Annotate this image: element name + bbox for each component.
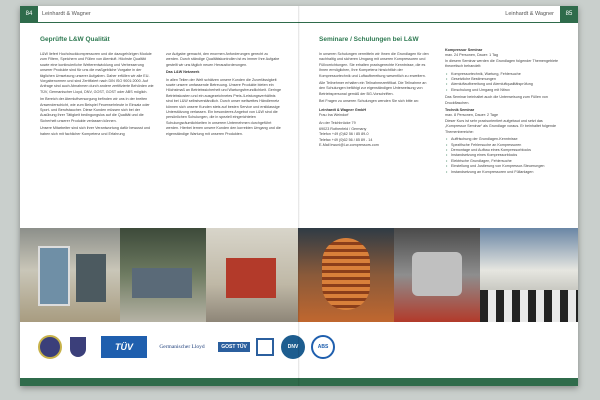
brochure-spread bbox=[20, 6, 578, 386]
paragraph: Bei Fragen zu unseren Schulungen wenden Sie sich bitte an: bbox=[319, 99, 419, 104]
paragraph: L&W liefert Hochdruckkompressoren und die dazugehörigen Module zum Filtern, Speichern und Füllen von Atemluft. Höchste Qualität sowie eine kontinuierliche Weiterentwicklung und Verbesserung unserer Produkte sind für uns die maßgebliche Vorgabe in der täglichen Umsetzung unserer Aufgaben. Daher erfüllen wir alle EU-Vorgabenormen und sind Zertifiziert nach DIN ISO 9001:2000. Auf Anfrage sind auch Abnahmen durch andere zertifizierte Behörden wie TÜV, Germanischer Lloyd, DNV, GOST, GOST oder ABS möglich. bbox=[40, 52, 154, 94]
dnv-logo-text: DNV bbox=[281, 335, 305, 359]
left-column-2 bbox=[166, 52, 282, 139]
seminar1-title: Kompressor Seminar bbox=[445, 48, 483, 52]
list-item: • Instandsetzung an Kompressoren und Füllanlagen bbox=[451, 170, 563, 175]
list-item: • Auffrischung der Grundlagen-Kenntnisse bbox=[451, 137, 563, 142]
list-item: • Gesetzliche Bestimmungen bbox=[451, 77, 563, 82]
tuv-logo bbox=[100, 322, 148, 372]
photo-factory bbox=[120, 228, 206, 322]
gost-tuv-logo bbox=[216, 322, 252, 372]
list-item: • Einstellung und Justierung von Kompressor-Steuerungen bbox=[451, 164, 563, 169]
seminar2-title: Technik Seminar bbox=[445, 108, 475, 113]
paragraph: zur Aufgabe gemacht, den enormen Anforderungen gerecht zu werden. Durch ständige Qualitätskontrollen ist es immer Ihre Aufgabe gestellt wir uns täglich neuen Herausforderungen. bbox=[166, 52, 280, 67]
page-number-left: 84 bbox=[20, 6, 38, 23]
contact-email[interactable]: E-Mail lrwuni@l-w-compressors.com bbox=[319, 143, 379, 148]
tuv-logo-text: TÜV bbox=[101, 336, 147, 358]
paragraph: Im Bereich der Atemluftversorgung befinden wir uns in der breiten Anwenderschicht, wie zum Beispiel Feuerwehrleute in Einsatz oder Sport- und Berufstaucher. Diese Kunden müssen sich bei der Ausübung ihrer Tätigkeit bedingungslos auf die Qualität und die Sicherheit unserer Produkte verlassen können. bbox=[40, 97, 150, 123]
header-rule-left bbox=[20, 22, 299, 23]
left-header bbox=[20, 6, 299, 23]
seminar2-meta: max. 8 Personen, Dauer: 2 Tage bbox=[445, 113, 499, 118]
gl-logo-text: Germanischer Lloyd bbox=[159, 344, 205, 350]
left-column-1 bbox=[40, 52, 156, 139]
photo-office bbox=[20, 228, 120, 322]
list-item: • Atemluftaufbereitung und Atemluftqualitätsprüfung bbox=[451, 82, 563, 87]
left-heading: Geprüfte L&W Qualität bbox=[40, 36, 110, 43]
right-column-1 bbox=[319, 52, 433, 149]
list-item: • Instandsetzung eines Kompressorblocks bbox=[451, 153, 563, 158]
list-item: • Einschulung und Umgang mit Nitrox bbox=[451, 88, 563, 93]
page-number-right: 85 bbox=[560, 6, 578, 23]
subheading-network: Das L&W Netzwerk bbox=[166, 70, 200, 75]
list-item: • Kompressortechnik, Wartung, Fehlersuche bbox=[451, 72, 563, 77]
photo-workshop bbox=[206, 228, 298, 322]
contact-person: Frau Ina Weindorf bbox=[319, 113, 349, 118]
germanischer-lloyd-logo bbox=[150, 322, 214, 372]
seminar1-intro: In diesem Seminar werden die Grundlagen folgender Themengebiete theoretisch behandelt: bbox=[445, 58, 559, 69]
page-fold bbox=[298, 6, 300, 386]
photo-seminar-room bbox=[480, 228, 578, 322]
dnv-logo bbox=[278, 322, 308, 372]
right-heading: Seminare / Schulungen bei L&W bbox=[319, 36, 419, 43]
seminar1-meta: max. 24 Personen, Dauer: 1 Tag bbox=[445, 53, 499, 58]
abs-logo-text: ABS bbox=[311, 335, 335, 359]
quality-shield-logo bbox=[66, 322, 90, 372]
seminar1-list bbox=[445, 72, 563, 94]
contact-city: 69023 Rothenfeld / Germany bbox=[319, 126, 367, 131]
paragraph: Alle Teilnehmer erhalten ein Teilnahmezertifikat. Die Teilnahme an den Schulungen befähigt zur eigenständigen Unterweisung von Betriebspersonal gemäß der BG-Vorschriften. bbox=[319, 81, 427, 96]
contact-fax: Telefax +49 (0)62 56 / 85 89 - 14 bbox=[319, 137, 373, 142]
photo-compressor-coil bbox=[298, 228, 394, 322]
photo-engine bbox=[394, 228, 480, 322]
brand-name-right: Leinhardt & Wagner bbox=[505, 11, 554, 17]
seal-logo bbox=[38, 322, 62, 372]
brand-name-left: Leinhardt & Wagner bbox=[42, 11, 91, 17]
abs-logo bbox=[310, 322, 336, 372]
contact-block bbox=[319, 108, 433, 149]
gost-logo-text: GOST TÜV bbox=[218, 342, 250, 352]
list-item: • Spezifische Fehlersuche an Kompressoren bbox=[451, 143, 563, 148]
list-item: • Elektrische Grundlagen, Fehlersuche bbox=[451, 159, 563, 164]
list-item: • Demontage und Aufbau eines Kompressorblocks bbox=[451, 148, 563, 153]
ce-logo bbox=[254, 322, 276, 372]
contact-street: An der Teichbrücke 79 bbox=[319, 121, 356, 126]
paragraph: In allen Teilen der Welt schätzen unsere Kunden die Zuverlässigkeit sowie unsere umfassende Betreuung. Unsere Produkte bieten ein Höchstmaß an Betriebssicherheit und Wartungsfreundlichkeit. Geringe Betriebskosten und ein ausgezeichnetes Preis-/Leistungsverhältnis sind bei L&W selbstverständlich. Durch unser weltweites Händlernetz können sich unsere Kunden stets auf besten Service und erstklassige Unterstützung verlassen. Ein besonderes Angebot von L&W sind die persönlichen Schulungen, die in speziell eingerichteten Schulungsräumlichkeiten in unserem Unternehmen durchgeführt werden. Hierbei lernen unsere Kunden den korrekten Umgang und die eigenständige Wartung mit unseren Produkten. bbox=[166, 77, 282, 136]
paragraph: In unseren Schulungen vermitteln wir Ihnen die Grundlagen für den nachhaltig und sicheren Umgang mit unseren Kompressoren und Füllvorrichtungen. Sie erhalten praxisgerechte Kenntnisse, die es Ihnen ermöglichen, Ihre Kompetenz hinsichtlich der Kompressortechnik und Luftaufbereitung wesentlich zu erweitern. bbox=[319, 52, 429, 78]
seminar2-intro: Dieser Kurs ist sehr praxisorientiert aufgebaut und setzt das „Kompressor Seminar“ als Grundlage voraus. Er beinhaltet folgende Themenbereiche: bbox=[445, 118, 557, 134]
seminar2-list bbox=[445, 137, 563, 175]
paragraph: Unsere Mitarbeiter sind sich ihrer Verantwortung dafür bewusst und haben sich mit fachlicher Kompetenz und Erfahrung bbox=[40, 126, 151, 136]
contact-phone[interactable]: Telefon +49 (0)62 56 / 85 89-0 bbox=[319, 132, 369, 137]
seminar1-outro: Das Seminar beinhaltet auch die Unterweisung zum Füllen von Druckflaschen. bbox=[445, 95, 548, 105]
right-header bbox=[299, 6, 578, 23]
right-column-2 bbox=[445, 48, 563, 175]
contact-company: Leinhardt & Wagner GmbH bbox=[319, 107, 366, 112]
